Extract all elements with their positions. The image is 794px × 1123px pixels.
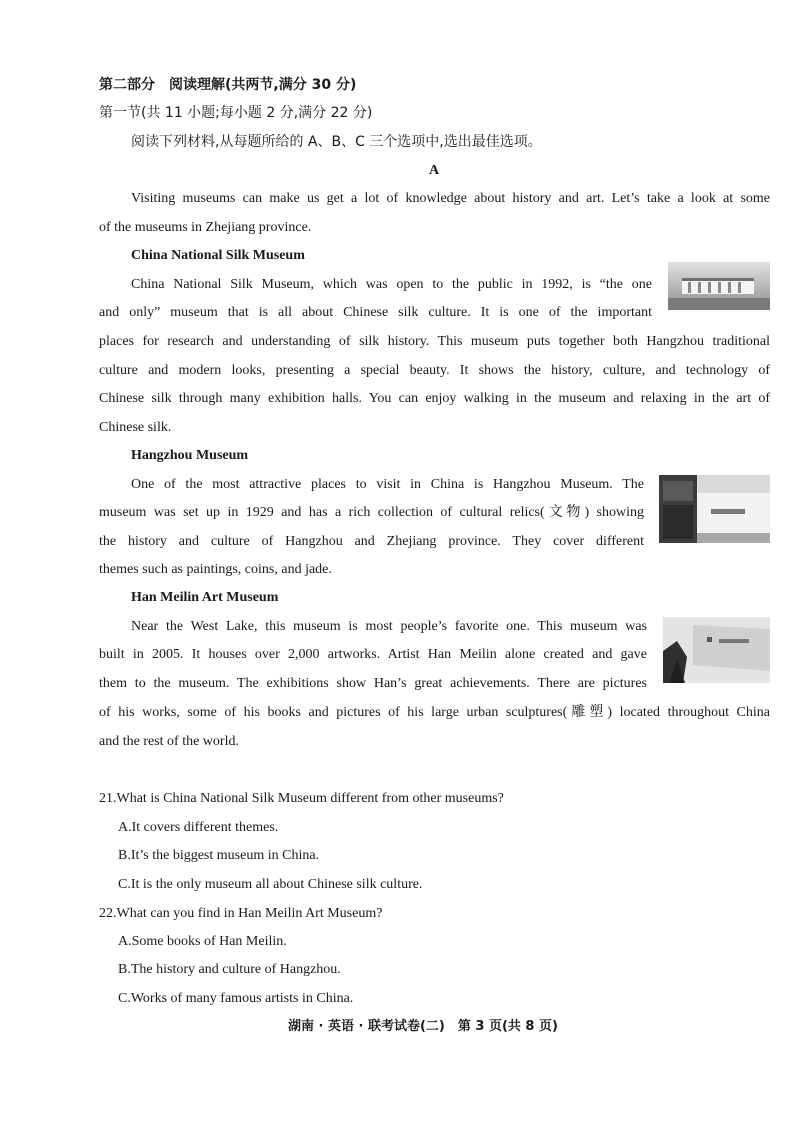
- question-stem-22: 22.What can you find in Han Meilin Art Museum?: [99, 906, 383, 921]
- museum-text-line: China National Silk Museum, which was open to the public in 1992, is “the one: [131, 277, 652, 292]
- intro-line-1: Visiting museums can make us get a lot of knowledge about history and art. Let’s take a look at some: [131, 191, 770, 206]
- museum-text-line: One of the most attractive places to visit in China is Hangzhou Museum. The: [131, 477, 644, 492]
- museum-text-line: and the rest of the world.: [99, 734, 239, 749]
- museum-text-line: Near the West Lake, this museum is most people’s favorite one. This museum was: [131, 619, 647, 634]
- museum-text-line: of his works, some of his books and pictures of his large urban sculptures(雕塑) located throughout China: [99, 705, 770, 720]
- museum-title-hangzhou: Hangzhou Museum: [131, 448, 249, 463]
- han-meilin-museum-photo: [663, 617, 770, 683]
- passage-letter: A: [429, 163, 440, 178]
- instruction: 阅读下列材料,从每题所给的 A、B、C 三个选项中,选出最佳选项。: [131, 134, 542, 150]
- museum-title-han-meilin: Han Meilin Art Museum: [131, 590, 279, 605]
- question-option: A.Some books of Han Meilin.: [118, 934, 287, 949]
- silk-museum-photo: [668, 262, 770, 310]
- question-option: B.It’s the biggest museum in China.: [118, 848, 320, 863]
- question-option: C.It is the only museum all about Chinese silk culture.: [118, 877, 423, 892]
- museum-text-line: themes such as paintings, coins, and jade.: [99, 562, 332, 577]
- section-title: 第一节(共 11 小题;每小题 2 分,满分 22 分): [99, 105, 373, 121]
- hangzhou-museum-photo: [659, 475, 770, 543]
- question-option: C.Works of many famous artists in China.: [118, 991, 354, 1006]
- question-option: A.It covers different themes.: [118, 820, 279, 835]
- museum-text-line: Chinese silk through many exhibition halls. You can enjoy walking in the museum and relaxing in the art of: [99, 391, 770, 406]
- page-footer: 湖南 · 英语 · 联考试卷(二) 第 3 页(共 8 页): [288, 1019, 558, 1034]
- museum-text-line: built in 2005. It houses over 2,000 artworks. Artist Han Meilin alone created and gave: [99, 647, 647, 662]
- museum-text-line: Chinese silk.: [99, 420, 172, 435]
- museum-text-line: the history and culture of Hangzhou and Zhejiang province. They cover different: [99, 534, 644, 549]
- museum-text-line: them to the museum. The exhibitions show Han’s great achievements. There are pictures: [99, 676, 647, 691]
- museum-title-silk: China National Silk Museum: [131, 248, 305, 263]
- part-title: 第二部分 阅读理解(共两节,满分 30 分): [99, 77, 357, 93]
- intro-line-2: of the museums in Zhejiang province.: [99, 220, 312, 235]
- question-stem-21: 21.What is China National Silk Museum different from other museums?: [99, 791, 504, 806]
- museum-text-line: and only” museum that is all about Chinese silk culture. It is one of the important: [99, 305, 652, 320]
- museum-text-line: culture and modern looks, presenting a special beauty. It shows the history, culture, and technology of: [99, 363, 770, 378]
- museum-text-line: places for research and understanding of silk history. This museum puts together both Hangzhou traditional: [99, 334, 770, 349]
- question-option: B.The history and culture of Hangzhou.: [118, 962, 341, 977]
- museum-text-line: museum was set up in 1929 and has a rich collection of cultural relics(文物) showing: [99, 505, 644, 520]
